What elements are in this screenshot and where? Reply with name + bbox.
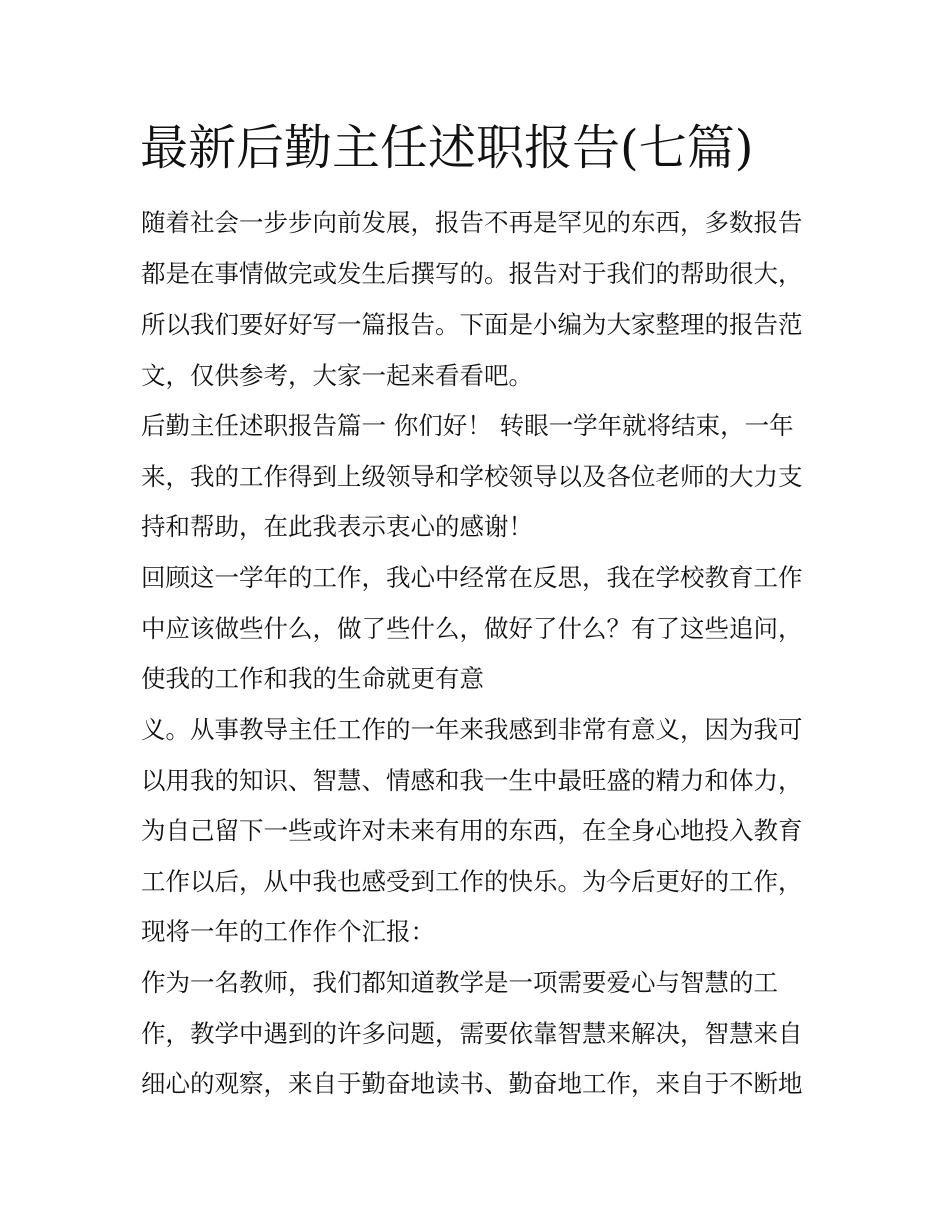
body-line-16: 作为一名教师，我们都知道教学是一项需要爱心与智慧的工 bbox=[141, 968, 778, 997]
document-title: 最新后勤主任述职报告(七篇) bbox=[140, 120, 754, 176]
body-line-12: 以用我的知识、智慧、情感和我一生中最旺盛的精力和体力， bbox=[141, 766, 803, 795]
body-line-10: 使我的工作和我的生命就更有意 bbox=[141, 664, 484, 693]
body-line-17: 作，教学中遇到的许多问题，需要依靠智慧来解决，智慧来自 bbox=[141, 1019, 803, 1048]
body-line-4: 文，仅供参考，大家一起来看看吧。 bbox=[141, 361, 533, 390]
body-line-14: 工作以后，从中我也感受到工作的快乐。为今后更好的工作， bbox=[141, 867, 803, 896]
body-line-6: 来，我的工作得到上级领导和学校领导以及各位老师的大力支 bbox=[141, 462, 803, 491]
body-line-18: 细心的观察，来自于勤奋地读书、勤奋地工作，来自于不断地 bbox=[141, 1069, 803, 1098]
body-line-1: 随着社会一步步向前发展，报告不再是罕见的东西，多数报告 bbox=[141, 208, 803, 237]
body-line-7: 持和帮助，在此我表示衷心的感谢！ bbox=[141, 512, 533, 541]
body-line-5: 后勤主任述职报告篇一 你们好！ 转眼一学年就将结束，一年 bbox=[141, 411, 794, 440]
body-line-3: 所以我们要好好写一篇报告。下面是小编为大家整理的报告范 bbox=[141, 310, 803, 339]
body-line-13: 为自己留下一些或许对未来有用的东西，在全身心地投入教育 bbox=[141, 816, 803, 845]
body-line-8: 回顾这一学年的工作，我心中经常在反思，我在学校教育工作 bbox=[141, 563, 803, 592]
body-line-15: 现将一年的工作作个汇报： bbox=[141, 917, 435, 946]
body-line-2: 都是在事情做完或发生后撰写的。报告对于我们的帮助很大， bbox=[141, 259, 803, 288]
body-line-11: 义。从事教导主任工作的一年来我感到非常有意义，因为我可 bbox=[141, 715, 803, 744]
body-line-9: 中应该做些什么，做了些什么，做好了什么？有了这些追问， bbox=[141, 614, 803, 643]
